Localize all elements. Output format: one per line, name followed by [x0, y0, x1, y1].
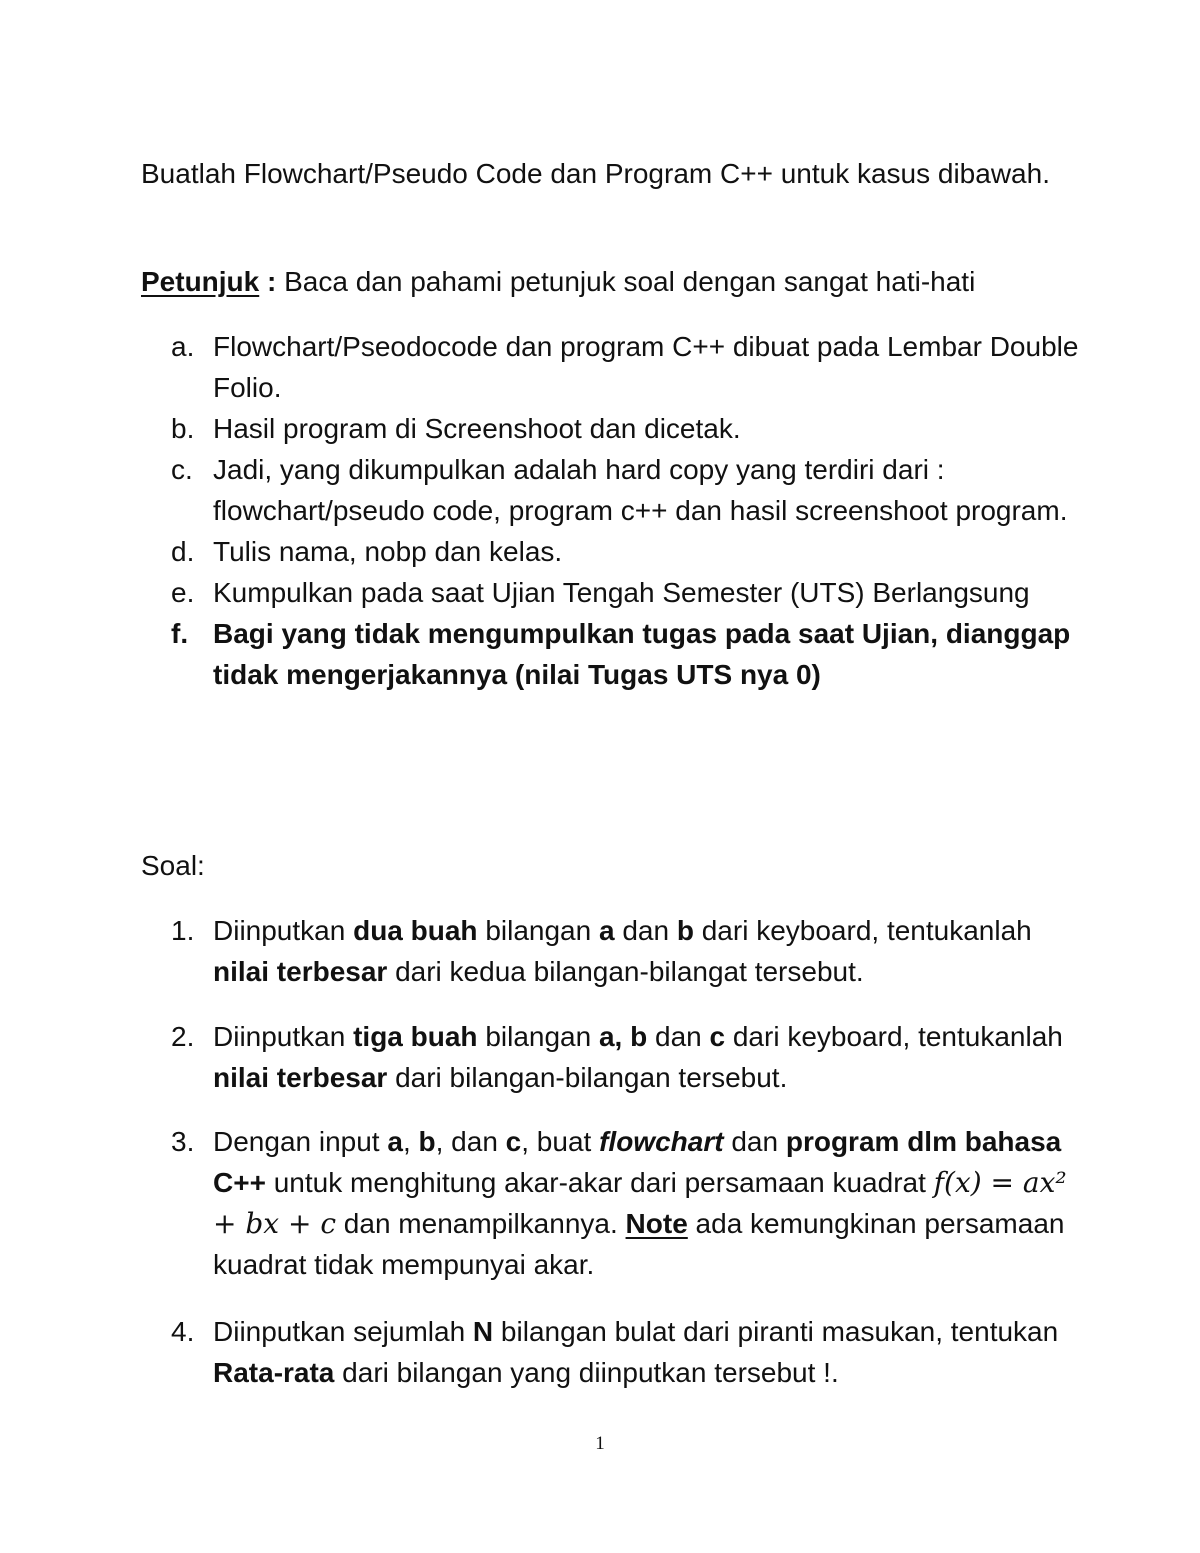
- question-4-number: 4.: [171, 1316, 195, 1347]
- q3-text-3: , dan: [435, 1126, 506, 1157]
- question-3-number: 3.: [171, 1126, 195, 1157]
- q2-text-5: dari bilangan-bilangan tersebut.: [387, 1062, 788, 1093]
- intro-paragraph: Buatlah Flowchart/Pseudo Code dan Program C++ untuk kasus dibawah.: [141, 158, 1050, 189]
- soal-heading: Soal:: [141, 850, 205, 881]
- q3-text-4: , buat: [521, 1126, 600, 1157]
- instruction-item-e: [141, 572, 1081, 613]
- q3-text-8: ada kemungkinan persamaan kuadrat tidak mempunyai akar.: [213, 1208, 1065, 1280]
- question-3: [141, 1121, 1081, 1285]
- q3-bold-2: b: [418, 1126, 436, 1157]
- instruction-marker-c: c.: [171, 454, 193, 485]
- question-2: [141, 1016, 1081, 1098]
- instruction-item-a: [141, 326, 1081, 408]
- q4-text-2: bilangan bulat dari piranti masukan, tentukan: [493, 1316, 1059, 1347]
- instruction-marker-d: d.: [171, 536, 195, 567]
- q3-text-5: dan: [723, 1126, 786, 1157]
- instruction-marker-b: b.: [171, 413, 195, 444]
- q2-text-2: bilangan: [477, 1021, 599, 1052]
- q1-text-5: dari kedua bilangan-bilangat tersebut.: [387, 956, 864, 987]
- q1-bold-3: b: [676, 915, 694, 946]
- q2-bold-2: a, b: [598, 1021, 648, 1052]
- q2-bold-3: c: [709, 1021, 726, 1052]
- question-1: [141, 910, 1081, 992]
- instruction-text-d: Tulis nama, nobp dan kelas.: [213, 536, 563, 567]
- petunjuk-label: Petunjuk: [141, 266, 260, 297]
- instruction-marker-f: f.: [171, 618, 189, 649]
- instruction-item-d: [141, 531, 1081, 572]
- q3-note-label: Note: [625, 1208, 688, 1239]
- q4-text-3: dari bilangan yang diinputkan tersebut !.: [334, 1357, 839, 1388]
- q3-text-2: ,: [402, 1126, 419, 1157]
- instruction-text-c: Jadi, yang dikumpulkan adalah hard copy yang terdiri dari : flowchart/pseudo code, program c++ dan hasil screenshoot program.: [213, 454, 1068, 526]
- q1-text-4: dari keyboard, tentukanlah: [693, 915, 1032, 946]
- instruction-text-b: Hasil program di Screenshoot dan dicetak.: [213, 413, 741, 444]
- instruction-marker-a: a.: [171, 331, 195, 362]
- q2-text-3: dan: [647, 1021, 710, 1052]
- instruction-item-f: [141, 613, 1081, 695]
- quadratic-equation: f(x) = ax² + bx + c: [213, 1166, 1067, 1240]
- q1-bold-4: nilai terbesar: [213, 956, 388, 987]
- q4-bold-2: Rata-rata: [213, 1357, 335, 1388]
- q2-bold-4: nilai terbesar: [213, 1062, 388, 1093]
- q1-bold-2: a: [598, 915, 615, 946]
- instruction-text-f: Bagi yang tidak mengumpulkan tugas pada saat Ujian, dianggap tidak mengerjakannya (nilai Tugas UTS nya 0): [213, 618, 1071, 690]
- q2-text-4: dari keyboard, tentukanlah: [725, 1021, 1063, 1052]
- q3-bold-4: program dlm bahasa C++: [213, 1126, 1062, 1198]
- question-1-number: 1.: [171, 915, 195, 946]
- q1-text-1: Diinputkan: [213, 915, 354, 946]
- instruction-text-a: Flowchart/Pseodocode dan program C++ dibuat pada Lembar Double Folio.: [213, 331, 1079, 403]
- q3-text-7: dan menampilkannya.: [336, 1208, 626, 1239]
- q4-text-1: Diinputkan sejumlah: [213, 1316, 473, 1347]
- q2-text-1: Diinputkan: [213, 1021, 354, 1052]
- q3-bold-1: a: [387, 1126, 403, 1157]
- petunjuk-line: [141, 261, 1101, 302]
- q4-bold-1: N: [472, 1316, 494, 1347]
- q2-bold-1: tiga buah: [353, 1021, 478, 1052]
- instruction-list: [141, 326, 1081, 695]
- q1-text-2: bilangan: [477, 915, 599, 946]
- instruction-marker-e: e.: [171, 577, 195, 608]
- q1-bold-1: dua buah: [353, 915, 478, 946]
- petunjuk-colon: :: [267, 266, 277, 297]
- q1-text-3: dan: [614, 915, 677, 946]
- petunjuk-text: Baca dan pahami petunjuk soal dengan sangat hati-hati: [276, 266, 976, 297]
- page-number: 1: [595, 1433, 605, 1454]
- instruction-item-c: [141, 449, 1081, 531]
- q3-text-6: untuk menghitung akar-akar dari persamaan kuadrat: [265, 1167, 934, 1198]
- question-4: [141, 1311, 1081, 1393]
- q3-bold-3: c: [505, 1126, 522, 1157]
- instruction-text-e: Kumpulkan pada saat Ujian Tengah Semester (UTS) Berlangsung: [213, 577, 1030, 608]
- q3-text-1: Dengan input: [213, 1126, 388, 1157]
- instruction-item-b: [141, 408, 1081, 449]
- question-2-number: 2.: [171, 1021, 195, 1052]
- q3-bold-italic-flowchart: flowchart: [599, 1126, 724, 1157]
